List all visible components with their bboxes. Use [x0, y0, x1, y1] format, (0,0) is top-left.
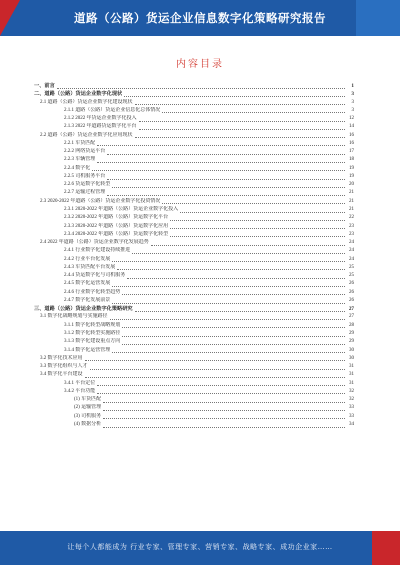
toc-entry[interactable]	[34, 297, 354, 305]
toc-entry-label: 2.4.2 行业平台化发展	[64, 256, 111, 262]
toc-entry[interactable]	[34, 148, 354, 156]
toc-entry-label: 二、道路（公路）货运企业数字化现状	[34, 91, 123, 98]
toc-entry[interactable]	[34, 181, 354, 189]
toc-leader-dots	[135, 100, 345, 105]
toc-entry-label: 2.4.7 数字化发展前景	[64, 297, 111, 303]
toc-entry[interactable]	[34, 371, 354, 379]
table-of-contents	[34, 82, 354, 429]
toc-leader-dots	[57, 84, 345, 89]
toc-entry[interactable]	[34, 115, 354, 123]
toc-entry[interactable]	[34, 404, 354, 412]
toc-entry-label: 2.3.4 2020-2022 年道路（公路）货运数字化转型	[64, 231, 169, 237]
toc-entry-page: 26	[349, 297, 354, 303]
toc-entry-page: 16	[349, 132, 354, 138]
toc-entry-label: 3.1.3 数字化建设重点方向	[64, 339, 121, 345]
toc-leader-dots	[122, 323, 345, 328]
toc-entry-page: 24	[349, 248, 354, 254]
toc-entry[interactable]	[34, 206, 354, 214]
toc-entry-label: 3.4.2 平台功能	[64, 388, 96, 394]
toc-leader-dots	[103, 406, 345, 411]
toc-entry-label: 3.4 数字化平台建设	[40, 372, 83, 378]
toc-entry-label: 2.2.5 司机服务平台	[64, 173, 106, 179]
toc-entry-label: 2.1 道路（公路）货运企业数字化建设现状	[40, 99, 133, 105]
toc-entry-label: 一、前言	[34, 83, 55, 89]
toc-entry-page: 3	[351, 91, 354, 98]
toc-entry-label: 2.1.1 道路（公路）货运企业信息化总体情况	[64, 107, 161, 113]
toc-leader-dots	[162, 108, 345, 113]
toc-entry-label: 2.4.3 车货匹配平台发展	[64, 264, 116, 270]
toc-entry-label: (1) 车货匹配	[74, 397, 102, 403]
toc-entry-page: 24	[349, 240, 354, 246]
toc-entry[interactable]	[34, 363, 354, 371]
toc-entry[interactable]	[34, 338, 354, 346]
toc-entry-page: 1	[351, 83, 354, 89]
toc-leader-dots	[112, 282, 345, 287]
toc-entry-page: 25	[349, 273, 354, 279]
toc-leader-dots	[85, 373, 345, 378]
toc-entry-page: 30	[349, 355, 354, 361]
toc-entry-page: 31	[349, 380, 354, 386]
report-footer	[0, 531, 400, 565]
toc-leader-dots	[117, 265, 345, 270]
toc-leader-dots	[92, 166, 345, 171]
toc-leader-dots	[97, 381, 345, 386]
toc-leader-dots	[170, 216, 345, 221]
toc-leader-dots	[162, 199, 345, 204]
toc-entry[interactable]	[34, 380, 354, 388]
toc-entry-label: 2.4.6 行业数字化转型趋势	[64, 289, 121, 295]
toc-entry-page: 21	[349, 198, 354, 204]
toc-entry[interactable]	[34, 247, 354, 255]
toc-entry[interactable]	[34, 99, 354, 107]
toc-entry-page: 27	[349, 314, 354, 320]
toc-entry-page: 33	[349, 405, 354, 411]
toc-leader-dots	[180, 208, 345, 213]
toc-entry-page: 17	[349, 149, 354, 155]
toc-entry-page: 22	[349, 215, 354, 221]
toc-entry-page: 21	[349, 190, 354, 196]
toc-leader-dots	[112, 257, 345, 262]
toc-leader-dots	[112, 183, 345, 188]
toc-entry-page: 23	[349, 223, 354, 229]
toc-entry[interactable]	[34, 223, 354, 231]
toc-entry-label: 2.2.2 网络货运平台	[64, 149, 106, 155]
toc-entry-page: 30	[349, 347, 354, 353]
toc-entry-label: 3.1 数字化战略规划与实施路径	[40, 314, 108, 320]
toc-entry-page: 3	[351, 107, 354, 113]
toc-leader-dots	[107, 191, 345, 196]
toc-entry-page: 31	[349, 372, 354, 378]
toc-entry-label: 2.3.1 2020-2022 年道路（公路）货运企业数字化投入	[64, 206, 179, 212]
toc-entry-page: 26	[349, 281, 354, 287]
toc-entry[interactable]	[34, 280, 354, 288]
toc-leader-dots	[124, 92, 345, 97]
toc-entry-label: 3.3 数字化组织与人才	[40, 364, 88, 370]
toc-leader-dots	[107, 150, 345, 155]
toc-entry-label: 3.2 数字化技术应用	[40, 355, 83, 361]
toc-entry[interactable]	[34, 239, 354, 247]
toc-entry[interactable]	[34, 123, 354, 131]
toc-entry[interactable]	[34, 272, 354, 280]
toc-entry[interactable]	[34, 355, 354, 363]
toc-entry[interactable]	[34, 347, 354, 355]
toc-leader-dots	[135, 133, 345, 138]
toc-leader-dots	[132, 249, 345, 254]
toc-entry[interactable]	[34, 82, 354, 90]
toc-leader-dots	[170, 224, 345, 229]
toc-entry[interactable]	[34, 313, 354, 321]
toc-entry[interactable]	[34, 231, 354, 239]
toc-heading: 内容目录	[176, 59, 224, 70]
toc-entry-page: 31	[349, 364, 354, 370]
toc-leader-dots	[122, 290, 345, 295]
toc-leader-dots	[103, 423, 345, 428]
toc-entry-label: 2.1.2 2022 年货运企业数字化投入	[64, 116, 137, 122]
toc-leader-dots	[97, 141, 345, 146]
toc-entry-page: 19	[349, 165, 354, 171]
toc-entry-page: 3	[351, 99, 354, 105]
toc-entry[interactable]	[34, 107, 354, 115]
toc-entry-page: 32	[349, 388, 354, 394]
toc-leader-dots	[90, 365, 345, 370]
toc-entry[interactable]	[34, 198, 354, 206]
toc-entry[interactable]	[34, 421, 354, 429]
toc-entry-label: (3) 司机服务	[74, 413, 102, 419]
report-header	[0, 0, 400, 36]
toc-entry-page: 23	[349, 231, 354, 237]
toc-leader-dots	[127, 274, 345, 279]
toc-entry-page: 32	[349, 397, 354, 403]
toc-leader-dots	[170, 232, 345, 237]
toc-entry-page: 24	[349, 256, 354, 262]
toc-entry-page: 27	[348, 306, 354, 313]
toc-entry-page: 26	[349, 289, 354, 295]
toc-entry[interactable]	[34, 140, 354, 148]
toc-entry[interactable]	[34, 156, 354, 164]
toc-entry[interactable]	[34, 413, 354, 421]
toc-leader-dots	[139, 125, 345, 130]
toc-leader-dots	[112, 348, 345, 353]
toc-entry[interactable]	[34, 322, 354, 330]
toc-leader-dots	[107, 175, 345, 180]
toc-entry-label: 2.4.1 行业数字化建设持续推进	[64, 248, 131, 254]
toc-entry[interactable]	[34, 289, 354, 297]
toc-entry-label: 2.3.2 2020-2022 年道路（公路）货运数字化平台	[64, 215, 169, 221]
toc-entry-label: 2.2.3 车辆管理	[64, 157, 96, 163]
toc-entry-page: 29	[349, 330, 354, 336]
toc-entry[interactable]	[34, 189, 354, 197]
toc-entry-label: 三、道路（公路）货运企业数字化策略研究	[34, 306, 133, 313]
toc-entry-label: 2.3 2020-2022 年道路（公路）货运企业数字化投资情况	[40, 198, 161, 204]
toc-leader-dots	[110, 315, 345, 320]
toc-entry[interactable]	[34, 214, 354, 222]
toc-entry[interactable]	[34, 173, 354, 181]
toc-entry-page: 12	[349, 116, 354, 122]
toc-leader-dots	[103, 398, 345, 403]
toc-entry-label: (4) 数据分析	[74, 421, 102, 427]
toc-entry-label: 3.1.2 数字化转型实施路径	[64, 330, 121, 336]
toc-entry-page: 14	[349, 124, 354, 130]
toc-entry-label: 2.2.1 车货匹配	[64, 140, 96, 146]
toc-entry-page: 18	[349, 157, 354, 163]
toc-leader-dots	[97, 389, 345, 394]
toc-entry-label: 2.4.4 货运数字化与司机服务	[64, 273, 126, 279]
toc-leader-dots	[139, 117, 345, 122]
toc-entry-page: 28	[349, 322, 354, 328]
toc-leader-dots	[122, 332, 345, 337]
toc-entry-label: 2.3.3 2020-2022 年道路（公路）货运数字化应用	[64, 223, 169, 229]
toc-entry[interactable]	[34, 90, 354, 98]
toc-entry-label: 2.2.4 数字化	[64, 165, 91, 171]
toc-leader-dots	[112, 299, 345, 304]
toc-entry-label: 3.1.1 数字化转型战略规划	[64, 322, 121, 328]
toc-entry[interactable]	[34, 264, 354, 272]
toc-entry[interactable]	[34, 330, 354, 338]
toc-entry[interactable]	[34, 396, 354, 404]
toc-entry-label: 2.2.7 运输过程管理	[64, 190, 106, 196]
toc-entry-label: 3.4.1 平台定位	[64, 380, 96, 386]
toc-entry-label: 3.1.4 数字化运营管理	[64, 347, 111, 353]
toc-entry-page: 33	[349, 413, 354, 419]
toc-entry-label: 2.2 道路（公路）货运企业数字化应用现状	[40, 132, 133, 138]
toc-entry[interactable]	[34, 388, 354, 396]
toc-leader-dots	[85, 356, 345, 361]
toc-entry-page: 34	[349, 421, 354, 427]
toc-leader-dots	[151, 241, 345, 246]
toc-entry-page: 19	[349, 173, 354, 179]
toc-entry-label: 2.4 2022 年道路（公路）货运企业数字化发展趋势	[40, 240, 149, 246]
toc-entry-page: 29	[349, 339, 354, 345]
toc-entry-label: (2) 运输管理	[74, 405, 102, 411]
toc-leader-dots	[103, 414, 345, 419]
toc-entry[interactable]	[34, 256, 354, 264]
footer-slogan: 让每个人都能成为 行业专家、管理专家、营销专家、战略专家、成功企业家……	[67, 543, 333, 551]
toc-entry-label: 2.1.3 2022 年道路货运数字化平台	[64, 124, 137, 130]
toc-entry-page: 16	[349, 140, 354, 146]
toc-entry[interactable]	[34, 165, 354, 173]
toc-entry-page: 25	[349, 264, 354, 270]
toc-leader-dots	[135, 307, 345, 312]
toc-leader-dots	[122, 340, 345, 345]
toc-entry[interactable]	[34, 305, 354, 313]
toc-leader-dots	[97, 158, 345, 163]
toc-entry-page: 20	[349, 182, 354, 188]
toc-entry[interactable]	[34, 132, 354, 140]
toc-entry-label: 2.4.5 数字化运营发展	[64, 281, 111, 287]
toc-entry-label: 2.2.6 货运数字化转型	[64, 182, 111, 188]
report-title: 道路（公路）货运企业信息数字化策略研究报告	[74, 11, 326, 25]
toc-entry-page: 21	[349, 206, 354, 212]
